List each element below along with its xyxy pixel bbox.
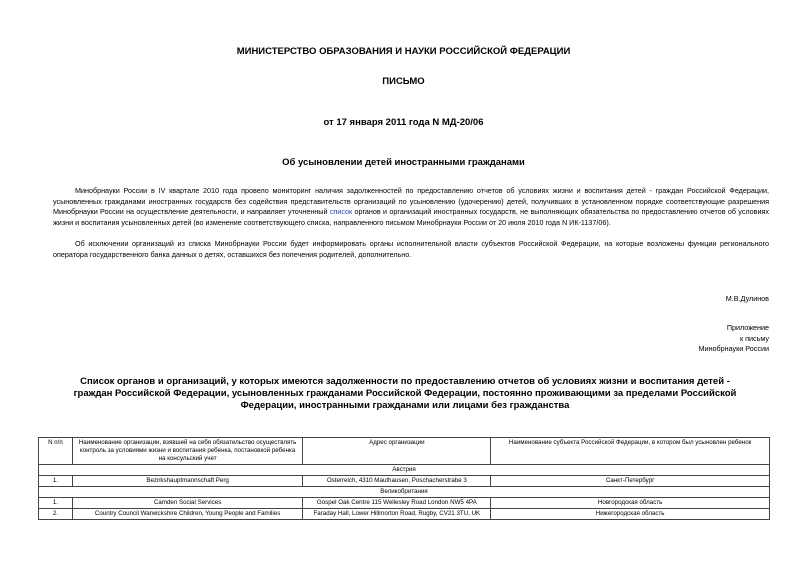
table-header-row [39,438,770,465]
appendix-line-3: Минобрнауки России [698,344,769,353]
table-row [39,476,770,487]
document-type: ПИСЬМО [382,76,425,87]
appendix-line-1: Приложение [726,323,769,332]
document-date-number: от 17 января 2011 года N МД-20/06 [323,117,484,128]
col-header-num: N п/п [39,438,73,465]
cell-address: Gospel Oak Centre 115 Wellesley Road London NW5 4PA [303,498,491,509]
cell-region: Новгородская область [491,498,770,509]
cell-org: Bezirkshauptmannschaft Perg [72,476,303,487]
country-name: Великобритания [39,487,770,498]
table-row [39,509,770,520]
signature: М.В.Дулинов [725,294,769,303]
country-name: Австрия [39,465,770,476]
col-header-region: Наименование субъекта Российской Федерации, в котором был усыновлен ребенок [491,438,770,465]
list-title: Список органов и организаций, у которых имеются задолженности по предоставлению отчетов об условиях жизни и воспитания детей - граждан Российской Федерации, усыновленных гражданами Российской Федерации, постоянно проживающими за пределами Российской Федерации, иностранными гражданами или лицами без гражданства [73,376,737,411]
country-row [39,487,770,498]
cell-num: 2. [39,509,73,520]
appendix-line-2: к письму [739,333,769,343]
body-paragraph-1 [53,186,769,228]
appendix-note [699,323,769,355]
cell-num: 1. [39,476,73,487]
cell-region: Санкт-Петербург [491,476,770,487]
p1-text-end: органов и организаций иностранных государств, не выполняющих обязательства по предоставлению отчетов об условиях жизни и воспитания усыновленных детей (во изменение соответствующего списка, направленного письмом Минобрнауки России от 20 июля 2010 года N ИК-1137/06). [53,207,769,227]
cell-org: Camden Social Services [72,498,303,509]
p1-text-start: Минобрнауки России в IV квартале 2010 года провело мониторинг наличия задолженностей по предоставлению отчетов об условиях жизни и воспитания детей - граждан Российской Федерации, усыновленных гражданами иностранных государств без содействия представительств организаций по усыновлению (удочерению) детей, получивших в установленном порядке соответствующие разрешения Минобрнауки России на осуществление деятельности, и направляет уточненный [53,186,769,216]
document-subject: Об усыновлении детей иностранными гражданами [282,157,525,168]
organizations-table [38,437,770,520]
cell-num: 1. [39,498,73,509]
col-header-address: Адрес организации [303,438,491,465]
cell-region: Нижегородская область [491,509,770,520]
ministry-heading: МИНИСТЕРСТВО ОБРАЗОВАНИЯ И НАУКИ РОССИЙСКОЙ ФЕДЕРАЦИИ [236,46,571,57]
table-row [39,498,770,509]
cell-address: Faraday Hall, Lower Hillmorton Road, Rugby, CV21 3TU, UK [303,509,491,520]
col-header-org: Наименование организации, взявшей на себя обязательство осуществлять контроль за условиями жизни и воспитания ребенка, постановкой ребенка на консульский учет [72,438,303,465]
cell-org: Country Council Warwickshire Children, Young People and Families [72,509,303,520]
cell-address: Osterreich, 4310 Mauthausen, Poschacherstrabe 3 [303,476,491,487]
body-paragraph-2: Об исключении организаций из списка Минобрнауки России будет информировать органы исполнительной власти субъектов Российской Федерации, на которые возложены функции регионального оператора государственного банка данных о детях, оставшихся без попечения родителей, дополнительно. [53,239,769,259]
list-link[interactable]: список [329,207,353,216]
country-row [39,465,770,476]
